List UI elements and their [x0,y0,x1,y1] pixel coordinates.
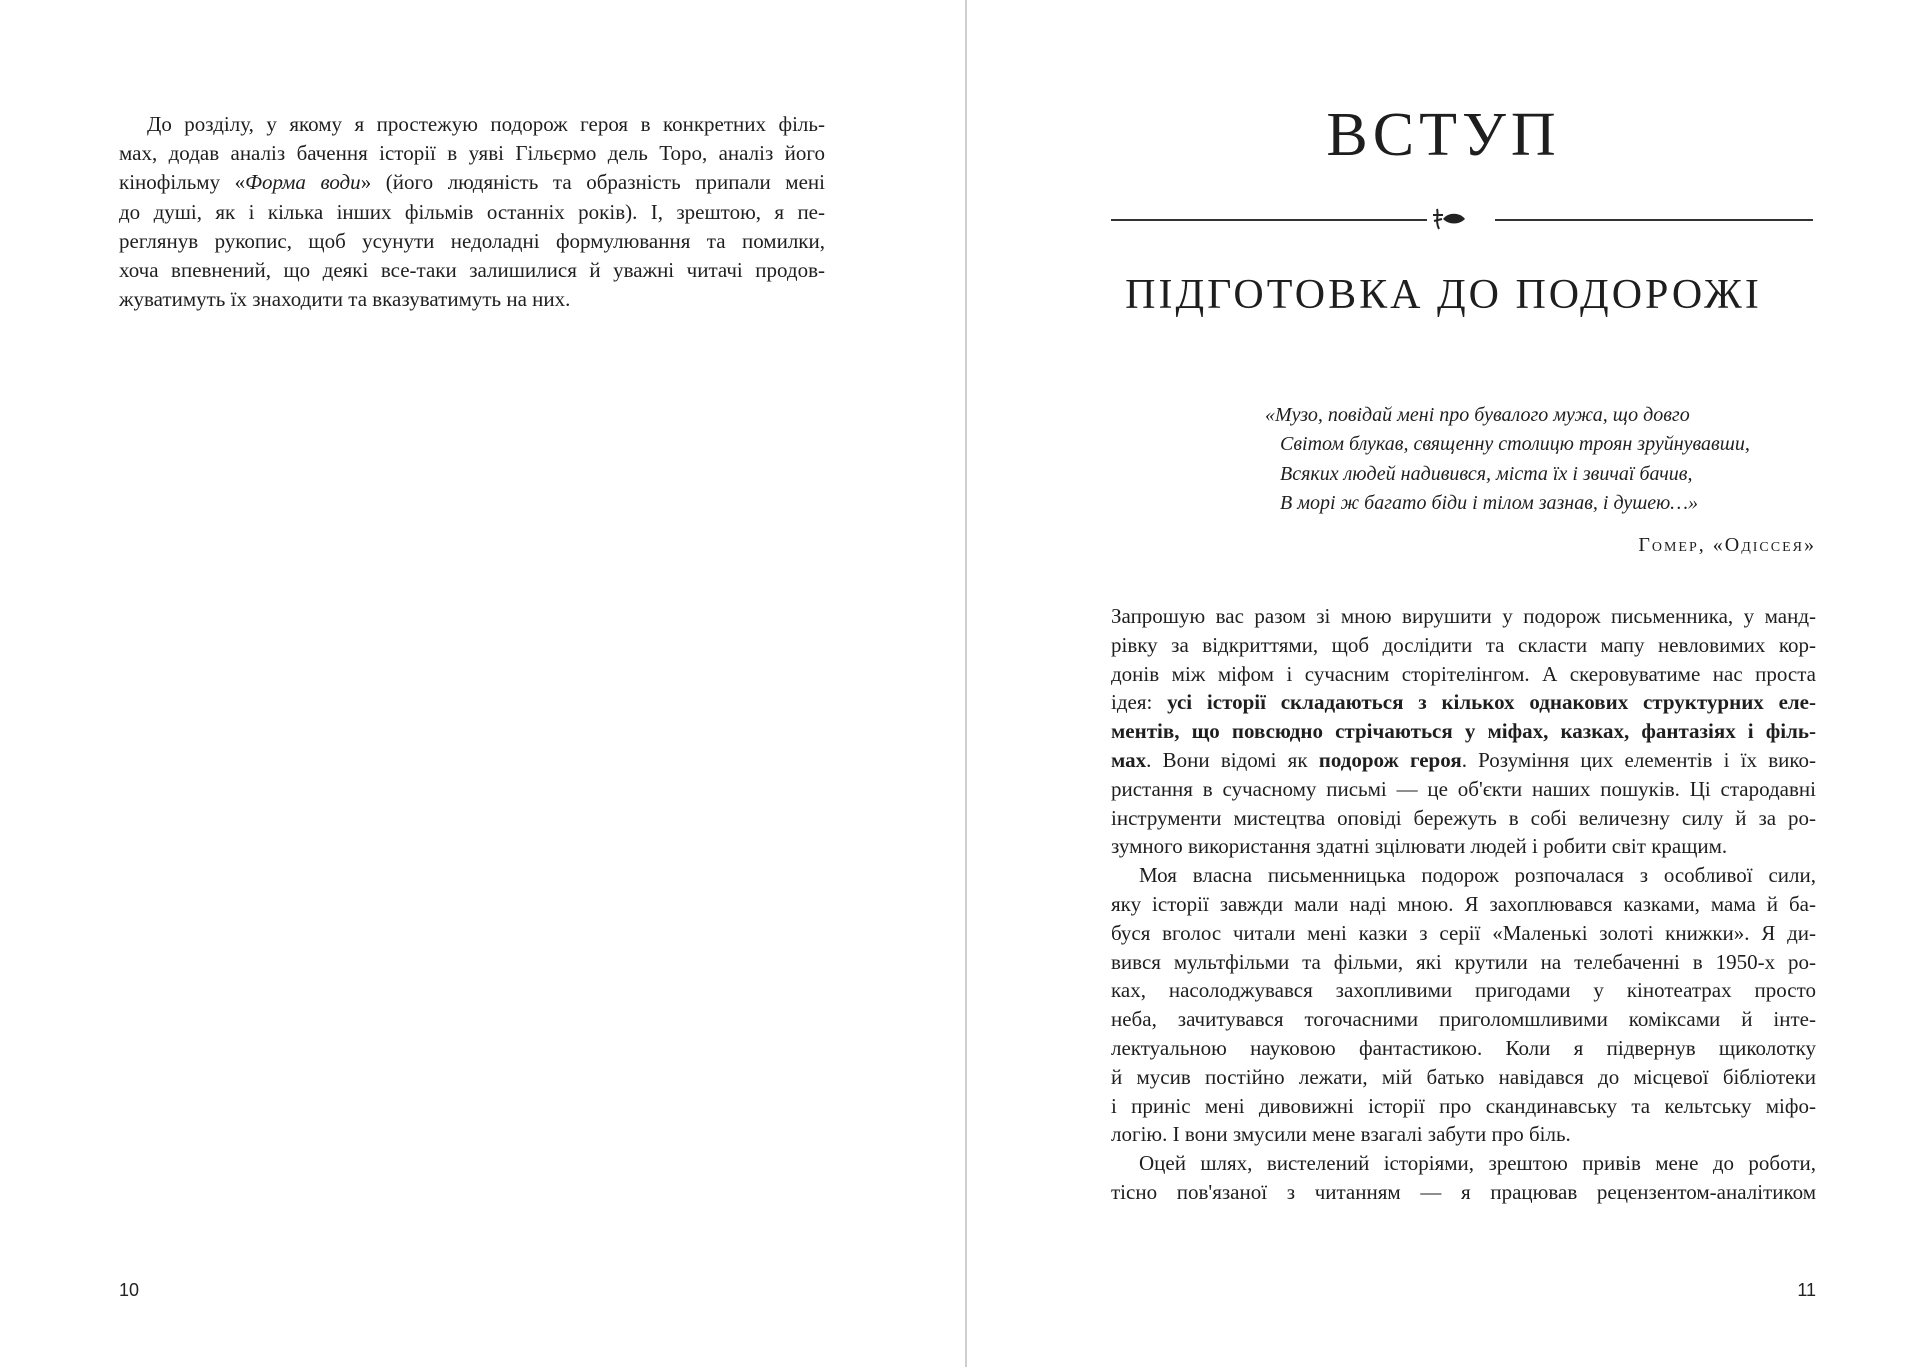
text-line [1111,1005,1816,1034]
text-line [1111,1178,1816,1207]
bold-text: мах [1111,747,1147,772]
text-line [1111,631,1816,660]
text-run: донів між міфом і сучасним сторітелінгом. А скеровуватиме нас проста [1111,661,1816,686]
text-run: До розділу, у якому я простежую подорож героя в конкретних філь- [147,112,825,136]
chapter-title: ВСТУП [1326,101,1561,169]
page-number-right: 11 [1797,1280,1816,1300]
text-run: і приніс мені дивовижні історії про скандинавську та кельтську міфо- [1111,1093,1816,1118]
text-run: логію. І вони змусили мене взагалі забути про біль. [1111,1122,1571,1147]
rule-left [1111,219,1427,221]
text-run: » (його людяність та образність припали мені [360,170,825,195]
text-line [1111,775,1816,804]
text-line [1111,746,1816,775]
text-run: Запрошую вас разом зі мною вирушити у подорож письменника, у манд- [1111,604,1816,628]
text-run: реглянув рукопис, щоб усунути недоладні формулювання та помилки, [119,228,825,253]
text-line [1111,861,1816,890]
text-run: інструменти мистецтва оповіді бережуть в собі величезну силу й за ро- [1111,805,1816,830]
text-line [119,256,825,285]
right-page [967,0,1920,1367]
paragraph [1111,1149,1816,1207]
text-run: . Вони відомі як [1146,747,1319,772]
paragraph [1111,861,1816,1149]
epigraph-line: Всяких людей надивився, міста їх і звичаї бачив, [1280,462,1693,485]
text-run: зумного використання здатні зцілювати людей і робити світ кращим. [1111,834,1728,859]
italic-text: Форма води [245,170,361,195]
text-run: мах, додав аналіз бачення історії в уяві Гільєрмо дель Торо, аналіз його [119,141,825,166]
fleuron-icon [1429,205,1469,233]
epigraph-line: «Музо, повідай мені про бувалого мужа, що довго [1265,404,1690,426]
text-run: вився мультфільми та фільми, які крутили на телебаченні в 1950-х ро- [1111,949,1816,974]
epigraph-line: В морі ж багато біди і тілом зазнав, і душею…» [1280,491,1699,514]
text-run: неба, зачитувався тогочасними приголомшливими коміксами й інте- [1111,1007,1816,1032]
text-line [1111,948,1816,977]
right-page-text [1111,602,1816,1207]
bold-text: ментів, що повсюдно стрічаються у міфах, казках, фантазіях і філь- [1111,719,1816,744]
text-run: й мусив постійно лежати, мій батько навідався до місцевої бібліотеки [1111,1064,1816,1089]
epigraph-attribution: Гомер, «Одіссея» [1638,534,1816,556]
text-line [1111,804,1816,833]
left-page-text [119,110,825,314]
text-run: кінофільму « [119,170,246,195]
text-run: Моя власна письменницька подорож розпочалася з особливої сили, [1139,863,1816,888]
bold-text: усі історії складаються з кількох однакових структурних еле- [1167,690,1816,715]
text-run: яку історії завжди мали наді мною. Я захоплювався казками, мама й ба- [1111,891,1816,916]
rule-right [1495,219,1813,221]
text-run: ристання в сучасному письмі — це об'єкти наших пошуків. Ці стародавні [1111,776,1816,801]
text-line [1111,1063,1816,1092]
text-run: до душі, як і кілька інших фільмів останніх років). І, зрештою, я пе- [119,199,825,224]
text-run: жуватимуть їх знаходити та вказуватимуть на них. [119,287,571,312]
text-line [1111,1034,1816,1063]
text-line [1111,890,1816,919]
page-number-left: 10 [119,1280,140,1300]
text-run: лектуальною науковою фантастикою. Коли я підвернув щиколотку [1111,1035,1816,1060]
text-line [1111,1149,1816,1178]
text-line [1111,976,1816,1005]
text-line [119,168,825,197]
epigraph [1265,401,1816,518]
text-line [1111,688,1816,717]
text-run: ках, насолоджувався захопливими пригодами у кінотеатрах просто [1111,978,1816,1003]
text-line [119,198,825,227]
text-line [119,139,825,168]
text-run: тісно пов'язаної з читанням — я працював рецензентом-аналітиком [1111,1179,1816,1204]
bold-text: подорож героя [1318,747,1462,772]
epigraph-line: Світом блукав, священну столицю троян зруйнувавши, [1280,433,1750,456]
text-line [119,227,825,256]
text-run: . Розуміння цих елементів і їх вико- [1461,747,1816,772]
text-run: хоча впевнений, що деякі все-таки залишилися й уважні читачі продов- [119,258,825,283]
text-line [1111,832,1816,861]
text-line [1111,919,1816,948]
text-line [1111,717,1816,746]
text-line [1111,602,1816,631]
paragraph [1111,602,1816,861]
text-line [1111,660,1816,689]
text-run: Оцей шлях, вистелений історіями, зрештою привів мене до роботи, [1139,1151,1816,1176]
text-line [1111,1120,1816,1149]
chapter-subtitle: ПІДГОТОВКА ДО ПОДОРОЖІ [1125,272,1762,318]
text-run: ідея: [1111,690,1168,715]
text-run: буся вголос читали мені казки з серії «Маленькі золоті книжки». Я ди- [1111,920,1816,945]
text-line [119,285,825,314]
text-line [119,110,825,139]
text-run: рівку за відкриттями, щоб дослідити та скласти мапу невловимих кор- [1111,632,1816,657]
text-line [1111,1092,1816,1121]
paragraph [119,110,825,314]
